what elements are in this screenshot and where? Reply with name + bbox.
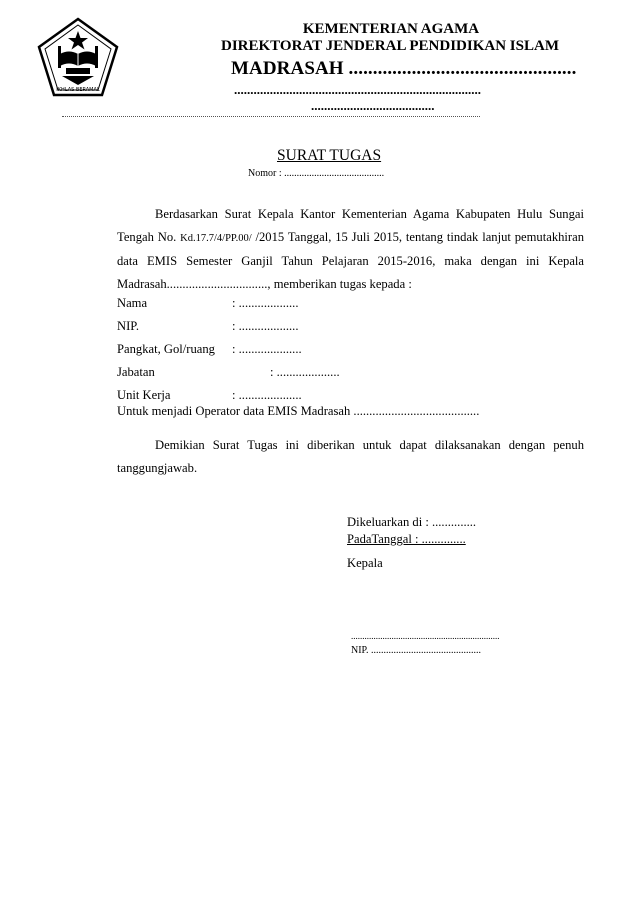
signer-position: Kepala <box>347 556 383 570</box>
opening-paragraph-part-b: /2015 Tanggal, 15 Juli 2015, tentang tindak lanjut pemutakhiran data EMIS Semester Ganjil Tahun Pelajaran 2015-2016, maka dengan ini Kepala Madrasah................................, memberikan tugas kepada : <box>117 230 584 291</box>
logo-motto: IKHLAS BERAMAL <box>56 87 100 93</box>
issued-at: Dikeluarkan di : .............. <box>347 515 477 529</box>
opening-paragraph-part-a: Berdasarkan Surat Kepala Kantor Kementerian Agama Kabupaten Hulu Sungai Tengah No. <box>117 207 584 244</box>
field-value-pangkat: : .................... <box>232 342 302 356</box>
signer-nip: NIP. ............................................ <box>351 645 482 656</box>
opening-paragraph <box>117 203 584 296</box>
header-address-line-2: ...................................... <box>311 98 435 113</box>
task-statement: Untuk menjadi Operator data EMIS Madrasah ........................................ <box>117 404 480 418</box>
document-title: SURAT TUGAS <box>277 147 382 164</box>
header-madrasah: MADRASAH ............................................... <box>231 58 577 79</box>
field-label-unit-kerja: Unit Kerja <box>117 388 171 402</box>
ministry-logo <box>36 16 120 100</box>
header-divider <box>62 116 480 117</box>
reference-number: Kd.17.7/4/PP.00/ <box>180 233 252 244</box>
document-number: Nomor : ........................................ <box>248 168 385 179</box>
field-value-nip: : ................... <box>232 319 299 333</box>
field-value-jabatan: : .................... <box>270 365 340 379</box>
field-label-pangkat: Pangkat, Gol/ruang <box>117 342 215 356</box>
closing-paragraph: Demikian Surat Tugas ini diberikan untuk dapat dilaksanakan dengan penuh tanggungjawab. <box>117 438 584 475</box>
header-address-line-1: ............................................................................ <box>234 82 481 97</box>
field-label-nama: Nama <box>117 296 148 310</box>
header-directorate: DIREKTORAT JENDERAL PENDIDIKAN ISLAM <box>221 38 559 54</box>
field-label-nip: NIP. <box>117 319 140 333</box>
issued-date: PadaTanggal : .............. <box>347 532 466 546</box>
signer-name-line: .................................................................. <box>351 631 500 641</box>
field-value-nama: : ................... <box>232 296 299 310</box>
field-value-unit-kerja: : .................... <box>232 388 302 402</box>
header-ministry: KEMENTERIAN AGAMA <box>302 21 480 37</box>
field-label-jabatan: Jabatan <box>117 365 155 379</box>
